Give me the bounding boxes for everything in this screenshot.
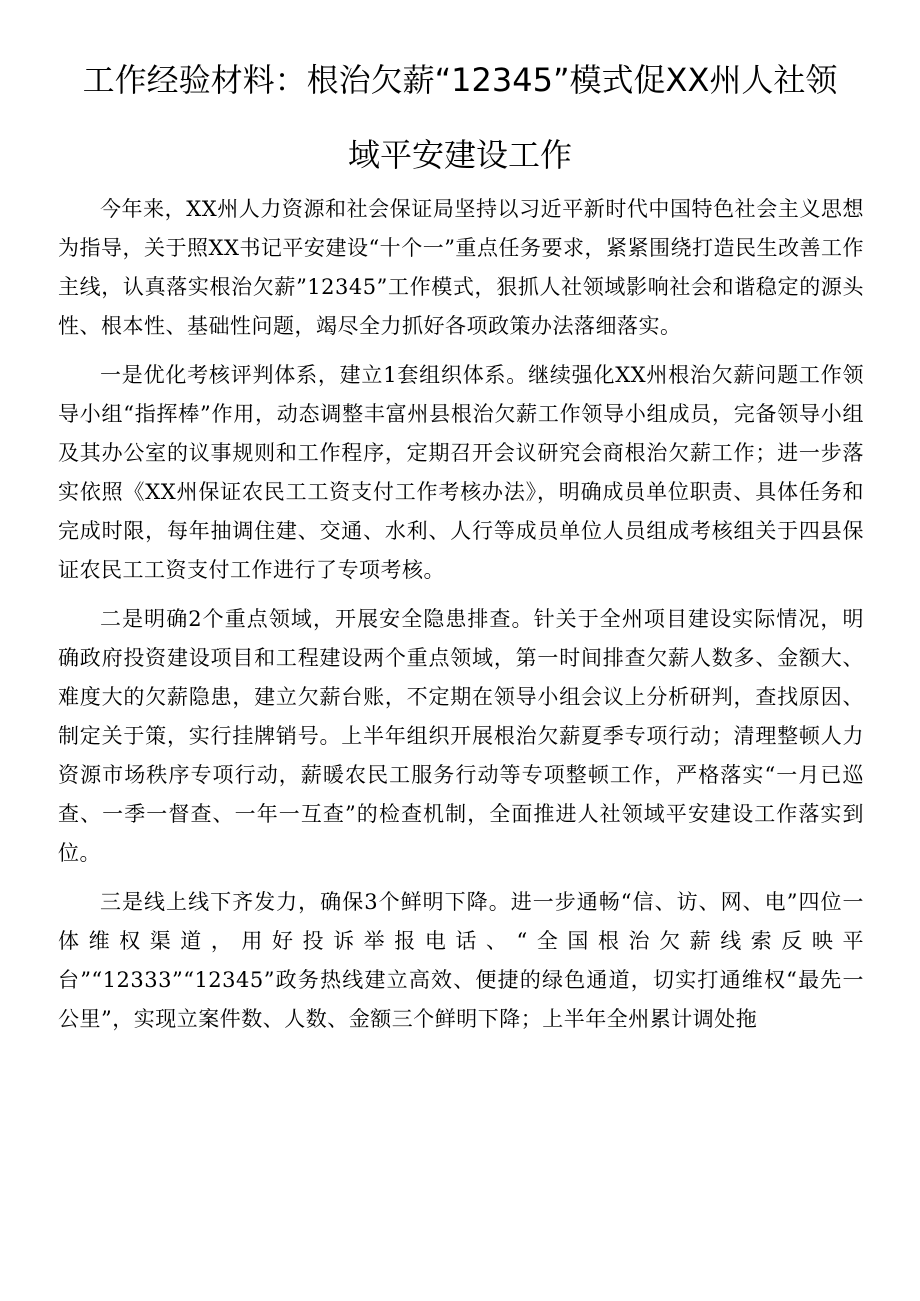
paragraph-assessment-system: 一是优化考核评判体系，建立1套组织体系。继续强化XX州根治欠薪问题工作领导小组“指挥棒”作用，动态调整丰富州县根治欠薪工作领导小组成员，完备领导小组及其办公室的议事规则和工作程序，定期召开会议研究会商根治欠薪工作；进一步落实依照《XX州保证农民工工资支付工作考核办法》，明确成员单位职责、具体任务和完成时限，每年抽调住建、交通、水利、人行等成员单位人员组成考核组关于四县保证农民工工资支付工作进行了专项考核。 (58, 363, 864, 582)
document-title-line-2: 域平安建设工作 (347, 136, 572, 174)
document-title-line-1: 工作经验材料：根治欠薪“12345”模式促XX州人社领 (82, 61, 838, 99)
intro-paragraph: 今年来，XX州人力资源和社会保证局坚持以习近平新时代中国特色社会主义思想为指导，关于照XX书记平安建设“十个一”重点任务要求，紧紧围绕打造民生改善工作主线，认真落实根治欠薪”12345”工作模式，狠抓人社领域影响社会和谐稳定的源头性、根本性、基础性问题，竭尽全力抓好各项政策办法落细落实。 (58, 197, 864, 338)
paragraph-key-areas: 二是明确2个重点领域，开展安全隐患排查。针关于全州项目建设实际情况，明确政府投资建设项目和工程建设两个重点领域，第一时间排查欠薪人数多、金额大、难度大的欠薪隐患，建立欠薪台账，不定期在领导小组会议上分析研判，查找原因、制定关于策，实行挂牌销号。上半年组织开展根治欠薪夏季专项行动；清理整顿人力资源市场秩序专项行动，薪暖农民工服务行动等专项整顿工作，严格落实“一月已巡查、一季一督查、一年一互查”的检查机制，全面推进人社领域平安建设工作落实到位。 (58, 607, 864, 865)
paragraph-online-offline: 三是线上线下齐发力，确保3个鲜明下降。进一步通畅“信、访、网、电”四位一体维权渠道，用好投诉举报电话、“全国根治欠薪线索反映平台”“12333”“12345”政务热线建立高效、便捷的绿色通道，切实打通维权“最先一公里”，实现立案件数、人数、金额三个鲜明下降；上半年全州累计调处拖 (58, 890, 864, 1031)
document-body (58, 190, 864, 1039)
